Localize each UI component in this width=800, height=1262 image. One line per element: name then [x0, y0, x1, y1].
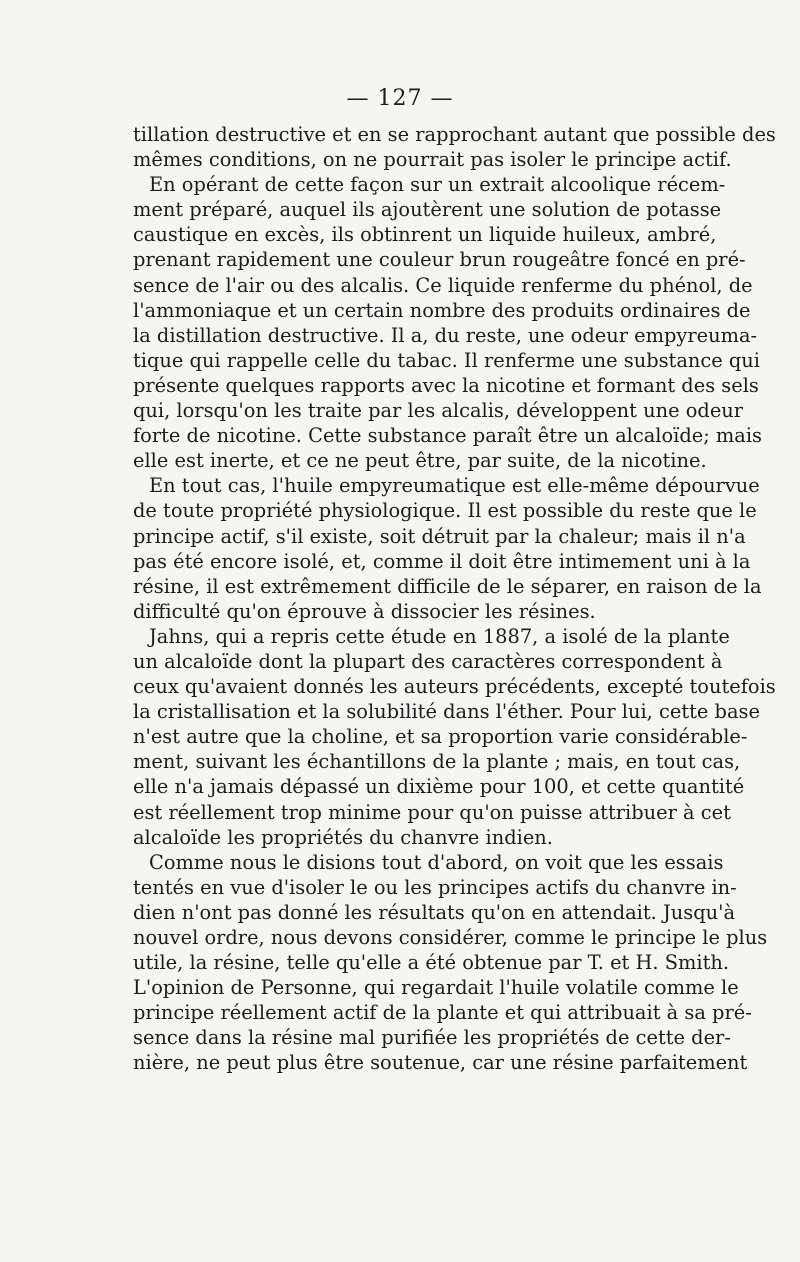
text-line: utile, la résine, telle qu'elle a été obtenue par T. et H. Smith. [133, 951, 730, 975]
text-line: ceux qu'avaient donnés les auteurs précédents, excepté toutefois [133, 675, 776, 699]
text-line: l'ammoniaque et un certain nombre des produits ordinaires de [133, 298, 751, 322]
text-line: présente quelques rapports avec la nicotine et formant des sels [133, 373, 759, 397]
text-line: En tout cas, l'huile empyreumatique est elle-même dépourvue [149, 474, 760, 498]
text-line: mêmes conditions, on ne pourrait pas isoler le principe actif. [133, 148, 732, 172]
text-line: ment préparé, auquel ils ajoutèrent une solution de potasse [133, 198, 722, 222]
text-line: résine, il est extrêmement difficile de le séparer, en raison de la [133, 574, 762, 598]
text-line: forte de nicotine. Cette substance paraît être un alcaloïde; mais [133, 424, 763, 448]
text-line: la cristallisation et la solubilité dans l'éther. Pour lui, cette base [133, 700, 760, 724]
text-line: alcaloïde les propriétés du chanvre indien. [133, 825, 553, 849]
text-line: un alcaloïde dont la plupart des caractères correspondent à [133, 649, 723, 673]
text-line: est réellement trop minime pour qu'on puisse attribuer à cet [133, 800, 731, 824]
text-line: difficulté qu'on éprouve à dissocier les résines. [133, 599, 596, 623]
text-line: elle est inerte, et ce ne peut être, par suite, de la nicotine. [133, 449, 707, 473]
text-line: pas été encore isolé, et, comme il doit être intimement uni à la [133, 549, 751, 573]
text-line: tentés en vue d'isoler le ou les principes actifs du chanvre in- [133, 875, 737, 899]
text-line: caustique en excès, ils obtinrent un liquide huileux, ambré, [133, 223, 717, 247]
text-line: de toute propriété physiologique. Il est possible du reste que le [133, 499, 757, 523]
text-line: nouvel ordre, nous devons considérer, comme le principe le plus [133, 926, 768, 949]
text-line: la distillation destructive. Il a, du reste, une odeur empyreuma- [133, 323, 758, 347]
text-line: sence de l'air ou des alcalis. Ce liquide renferme du phénol, de [133, 273, 753, 297]
text-line: Comme nous le disions tout d'abord, on voit que les essais [149, 850, 724, 874]
text-line: principe actif, s'il existe, soit détruit par la chaleur; mais il n'a [133, 524, 746, 548]
body-text [133, 122, 776, 1076]
text-line: n'est autre que la choline, et sa proportion varie considérable- [133, 725, 748, 749]
text-line: principe réellement actif de la plante et qui attribuait à sa pré- [133, 1001, 752, 1025]
text-line: tillation destructive et en se rapprochant autant que possible des [133, 123, 776, 146]
text-line: dien n'ont pas donné les résultats qu'on en attendait. Jusqu'à [133, 900, 735, 924]
text-line: tique qui rappelle celle du tabac. Il renferme une substance qui [133, 348, 760, 372]
text-line: Jahns, qui a repris cette étude en 1887, a isolé de la plante [149, 624, 730, 648]
text-line: nière, ne peut plus être soutenue, car une résine parfaitement [133, 1051, 748, 1075]
text-line: qui, lorsqu'on les traite par les alcalis, développent une odeur [133, 399, 744, 423]
text-line: ment, suivant les échantillons de la plante ; mais, en tout cas, [133, 750, 741, 774]
text-line: elle n'a jamais dépassé un dixième pour 100, et cette quantité [133, 775, 745, 799]
page-number: — 127 — [346, 86, 454, 111]
text-line: sence dans la résine mal purifiée les propriétés de cette der- [133, 1026, 731, 1050]
text-line: prenant rapidement une couleur brun rougeâtre foncé en pré- [133, 248, 746, 272]
text-line: L'opinion de Personne, qui regardait l'huile volatile comme le [133, 976, 739, 1000]
text-line: En opérant de cette façon sur un extrait alcoolique récem- [149, 173, 726, 197]
